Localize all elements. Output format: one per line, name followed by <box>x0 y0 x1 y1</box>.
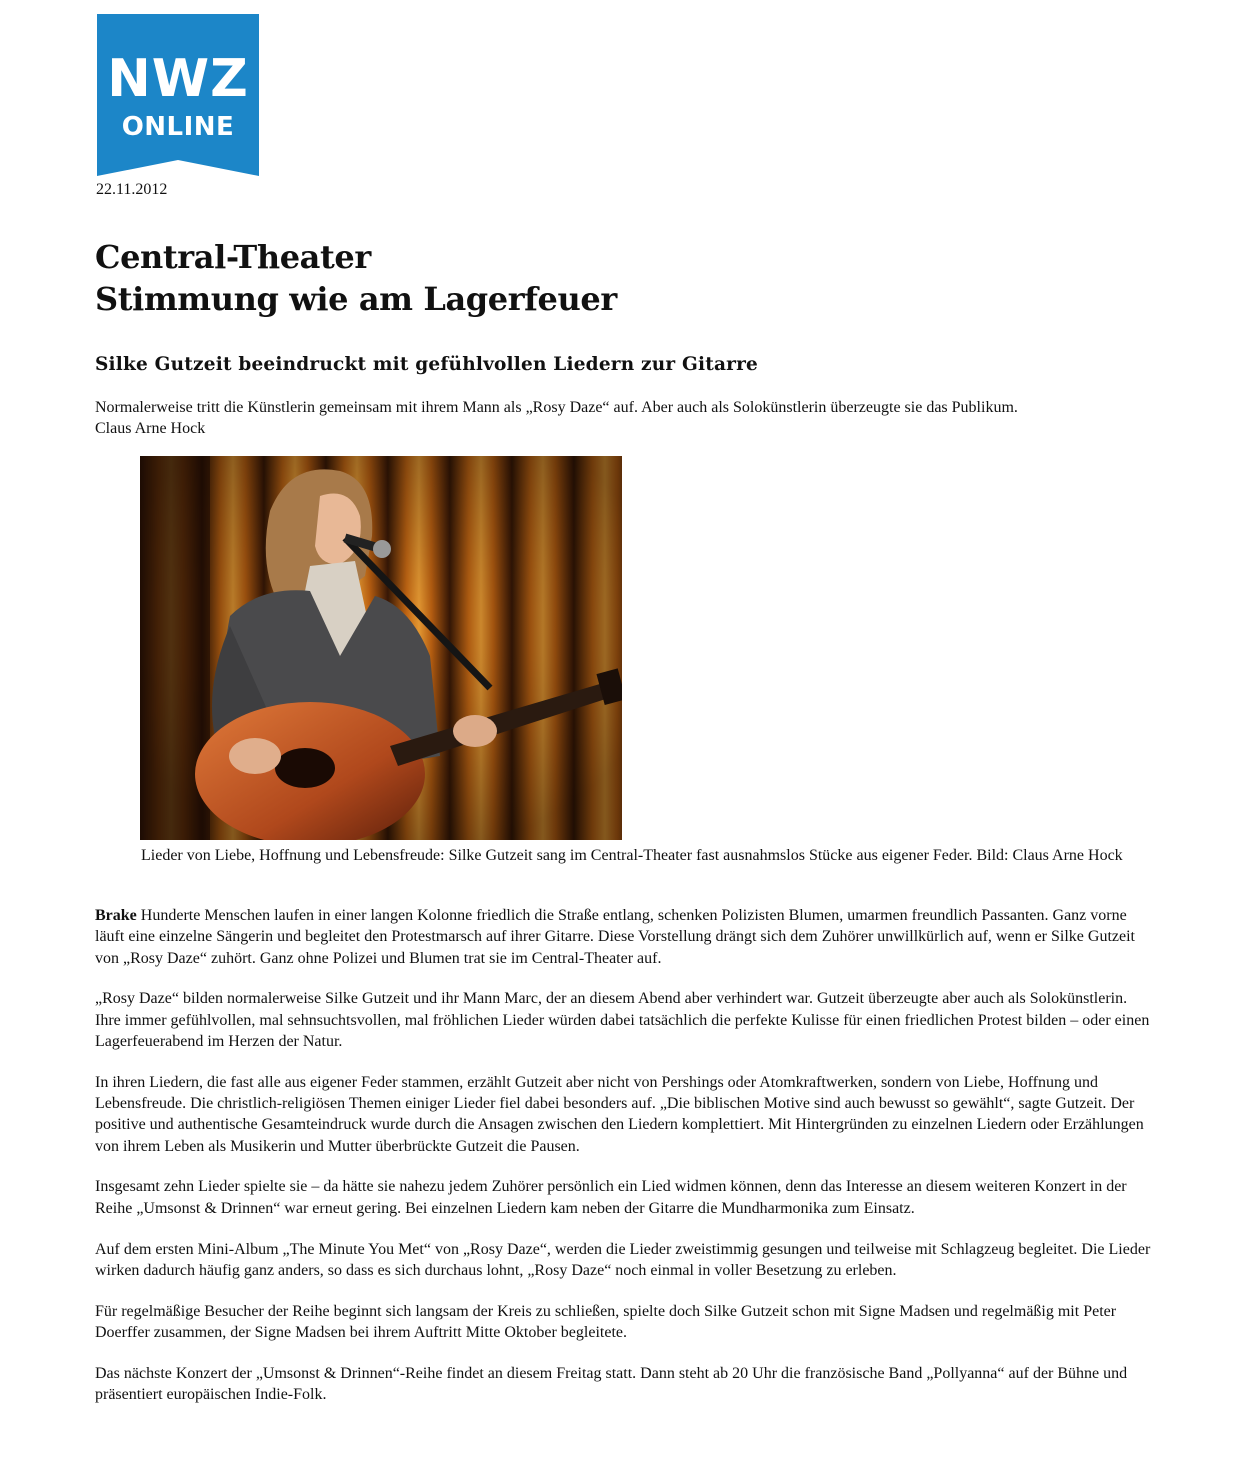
article-headline <box>95 236 617 320</box>
article-photo <box>140 456 622 840</box>
article-subheadline: Silke Gutzeit beeindruckt mit gefühlvollen Liedern zur Gitarre <box>95 354 758 375</box>
article-body <box>95 905 1155 1425</box>
intro-caption <box>95 397 1175 439</box>
photo-caption: Lieder von Liebe, Hoffnung und Lebensfreude: Silke Gutzeit sang im Central-Theater fast ausnahmslos Stücke aus eigener Feder. Bild: Claus Arne Hock <box>141 847 1123 864</box>
headline-kicker: Central-Theater <box>95 238 371 276</box>
intro-caption-credit: Claus Arne Hock <box>95 420 206 437</box>
article-paragraph: In ihren Liedern, die fast alle aus eigener Feder stammen, erzählt Gutzeit aber nicht von Pershings oder Atomkraftwerken, sondern von Liebe, Hoffnung und Lebensfreude. Die christlich-religiösen Themen einiger Lieder fiel dabei besonders auf. „Die biblischen Motive sind auch bewusst so gewählt“, sagte Gutzeit. Der positive und authentische Gesamteindruck wurde durch die Ansagen zwischen den Liedern komplettiert. Mit Hintergründen zu einzelnen Liedern oder Erzählungen von ihrem Leben als Musikerin und Mutter überbrückte Gutzeit die Pausen. <box>95 1073 1144 1155</box>
headline-title: Stimmung wie am Lagerfeuer <box>95 280 617 318</box>
logo-text-online: ONLINE <box>121 112 235 142</box>
logo-text-nwz: NWZ <box>107 49 249 109</box>
article-date: 22.11.2012 <box>96 181 168 198</box>
article-paragraph: Das nächste Konzert der „Umsonst & Drinnen“-Reihe findet an diesem Freitag statt. Dann steht ab 20 Uhr die französische Band „Pollyanna“ auf der Bühne und präsentiert europäischen Indie-Folk. <box>95 1364 1128 1404</box>
lead-text: Hunderte Menschen laufen in einer langen Kolonne friedlich die Straße entlang, schenken Polizisten Blumen, umarmen freundlich Passanten. Ganz vorne läuft eine einzelne Sängerin und begleitet den Protestmarsch auf ihrer Gitarre. Diese Vorstellung drängt sich dem Zuhörer unwillkürlich auf, wenn er Silke Gutzeit von „Rosy Daze“ zuhört. Ganz ohne Polizei und Blumen trat sie im Central-Theater auf. <box>95 907 1135 967</box>
article-paragraph: „Rosy Daze“ bilden normalerweise Silke Gutzeit und ihr Mann Marc, der an diesem Abend aber verhindert war. Gutzeit überzeugte aber auch als Solokünstlerin. Ihre immer gefühlvollen, mal sehnsuchtsvollen, mal fröhlichen Lieder würden dabei tatsächlich die perfekte Kulisse für einen friedlichen Protest bilden – oder einen Lagerfeuerabend im Herzen der Natur. <box>95 990 1150 1050</box>
article-paragraph: Auf dem ersten Mini-Album „The Minute You Met“ von „Rosy Daze“, werden die Lieder zweistimmig gesungen und teilweise mit Schlagzeug begleitet. Die Lieder wirken dadurch häufig ganz anders, so dass es sich durchaus lohnt, „Rosy Daze“ noch einmal in voller Besetzung zu erleben. <box>95 1240 1151 1279</box>
intro-caption-text: Normalerweise tritt die Künstlerin gemeinsam mit ihrem Mann als „Rosy Daze“ auf. Aber auch als Solokünstlerin überzeugte sie das Publikum. <box>95 399 1018 416</box>
dateline-location: Brake <box>95 907 137 924</box>
article-paragraph: Für regelmäßige Besucher der Reihe beginnt sich langsam der Kreis zu schließen, spielte doch Silke Gutzeit schon mit Signe Madsen und regelmäßig mit Peter Doerffer zusammen, der Signe Madsen bei ihrem Auftritt Mitte Oktober begleitete. <box>95 1302 1117 1341</box>
article-paragraph: Insgesamt zehn Lieder spielte sie – da hätte sie nahezu jedem Zuhörer persönlich ein Lied widmen können, denn das Interesse an diesem weiteren Konzert in der Reihe „Umsonst & Drinnen“ war erneut gering. Bei einzelnen Liedern kam neben der Gitarre die Mundharmonika zum Einsatz. <box>95 1178 1127 1217</box>
article-lead-paragraph <box>95 905 1155 969</box>
nwz-online-logo[interactable] <box>97 14 259 176</box>
